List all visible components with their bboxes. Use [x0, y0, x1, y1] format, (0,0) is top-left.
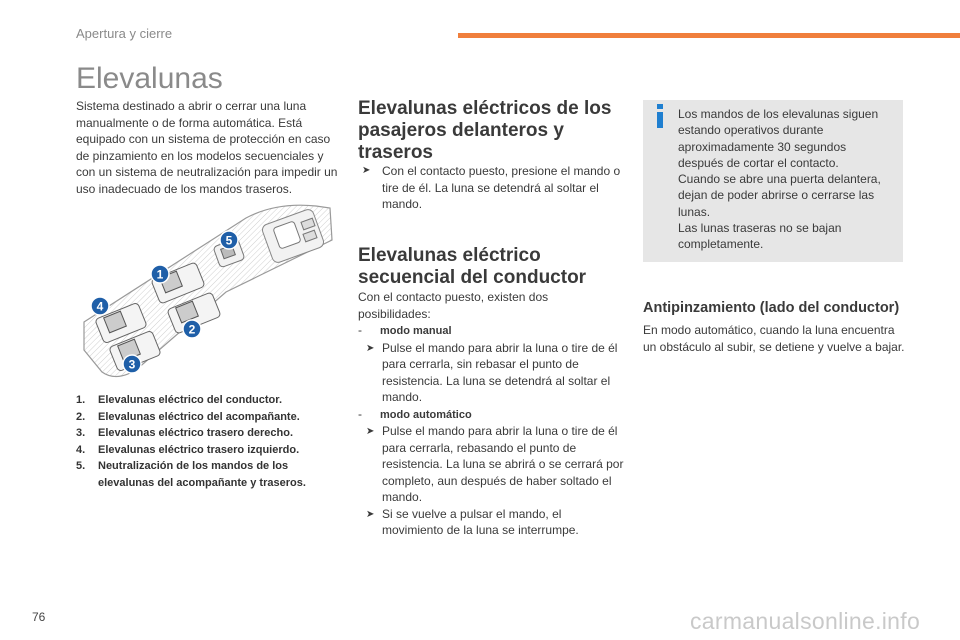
manual-mode-title: modo manual — [380, 325, 452, 337]
legend-text: Elevalunas eléctrico trasero izquierdo. — [98, 443, 300, 456]
watermark: carmanualsonline.info — [690, 608, 921, 634]
legend-text: Elevalunas eléctrico del conductor. — [98, 394, 283, 406]
bullet-icon: ➤ — [362, 165, 371, 176]
bullet-icon: ➤ — [366, 342, 375, 354]
callout-2-label: 2 — [188, 322, 196, 337]
info-text — [678, 106, 890, 253]
header-accent-bar — [458, 33, 960, 38]
callout-5-label: 5 — [225, 233, 233, 248]
bullet-item — [360, 423, 624, 506]
legend-item — [76, 442, 346, 459]
callout-4-label: 4 — [96, 299, 104, 314]
window-switch-panel-illustration — [76, 200, 338, 385]
bullet-text: Con el contacto puesto, presione el mando o tire de él. La luna se detendrá al soltar el mando. — [382, 164, 621, 211]
legend-item — [76, 409, 346, 426]
bullet-item — [360, 506, 624, 539]
dash-marker: - — [358, 323, 362, 337]
legend-text: Elevalunas eléctrico trasero derecho. — [98, 427, 294, 439]
bullet-icon: ➤ — [366, 508, 375, 520]
callout-1-label: 1 — [156, 267, 164, 282]
info-line: Las lunas traseras no se bajan completamente. — [678, 221, 842, 252]
legend-text: Neutralización de los mandos de los elevalunas del acompañante y traseros. — [98, 460, 306, 489]
legend-number: 3. — [76, 427, 86, 439]
illustration-legend — [76, 392, 346, 491]
legend-number: 2. — [76, 410, 86, 423]
legend-item — [76, 425, 346, 442]
callout-3 — [123, 355, 141, 373]
dash-marker: - — [358, 406, 362, 421]
bullet-item — [360, 340, 624, 406]
bullet-text: Si se vuelve a pulsar el mando, el movimiento de la luna se interrumpe. — [382, 506, 579, 537]
driver-heading: Elevalunas eléctrico secuencial del conductor — [358, 245, 587, 288]
callout-3-label: 3 — [128, 357, 136, 372]
legend-item — [76, 458, 346, 491]
legend-text: Elevalunas eléctrico del acompañante. — [98, 410, 300, 423]
info-line: Cuando se abre una puerta delantera, dejan de poder abrirse o cerrarse las lunas. — [678, 172, 881, 219]
info-icon — [654, 104, 666, 128]
auto-mode — [358, 406, 624, 424]
passengers-heading: Elevalunas eléctricos de los pasajeros delanteros y traseros — [358, 98, 612, 163]
bullet-text: Pulse el mando para abrir la luna o tire de él para cerrarla, rebasando el punto de resistencia. La luna se abrirá o se cerrará por completo, aun después de haber soltado el mando. — [382, 424, 624, 504]
page-title: Elevalunas — [76, 62, 223, 95]
callout-1 — [151, 265, 169, 283]
bullet-text: Pulse el mando para abrir la luna o tire de él para cerrarla, sin rebasar el punto de resistencia. La luna se detendrá al soltar el mando. — [382, 340, 618, 404]
manual-mode — [358, 322, 624, 340]
callout-4 — [91, 297, 109, 315]
legend-number: 4. — [76, 443, 86, 456]
anti-pinch-text: En modo automático, cuando la luna encuentra un obstáculo al subir, se detiene y vuelve a bajar. — [643, 323, 905, 354]
driver-instructions — [358, 289, 624, 539]
passengers-instructions — [362, 163, 624, 213]
legend-number: 5. — [76, 460, 86, 472]
anti-pinch-heading: Antipinzamiento (lado del conductor) — [643, 300, 900, 316]
section-label: Apertura y cierre — [76, 26, 173, 41]
auto-mode-title: modo automático — [380, 408, 472, 421]
driver-intro: Con el contacto puesto, existen dos posibilidades: — [358, 290, 549, 321]
callout-5 — [220, 231, 238, 249]
info-line: Los mandos de los elevalunas siguen estando operativos durante aproximadamente 30 segundos después de cortar el contacto. — [678, 107, 879, 170]
page-number: 76 — [32, 610, 46, 624]
callout-2 — [183, 320, 201, 338]
bullet-icon: ➤ — [366, 426, 375, 437]
legend-item — [76, 392, 346, 409]
legend-number: 1. — [76, 394, 86, 406]
bullet-item — [362, 163, 624, 213]
intro-paragraph: Sistema destinado a abrir o cerrar una luna manualmente o de forma automática. Está equipado con un sistema de protección en caso de pinzamiento en los modelos secuenciales y con un sistema de neutralización para impedir un uso inadecuado de los mandos traseros. — [76, 99, 338, 196]
